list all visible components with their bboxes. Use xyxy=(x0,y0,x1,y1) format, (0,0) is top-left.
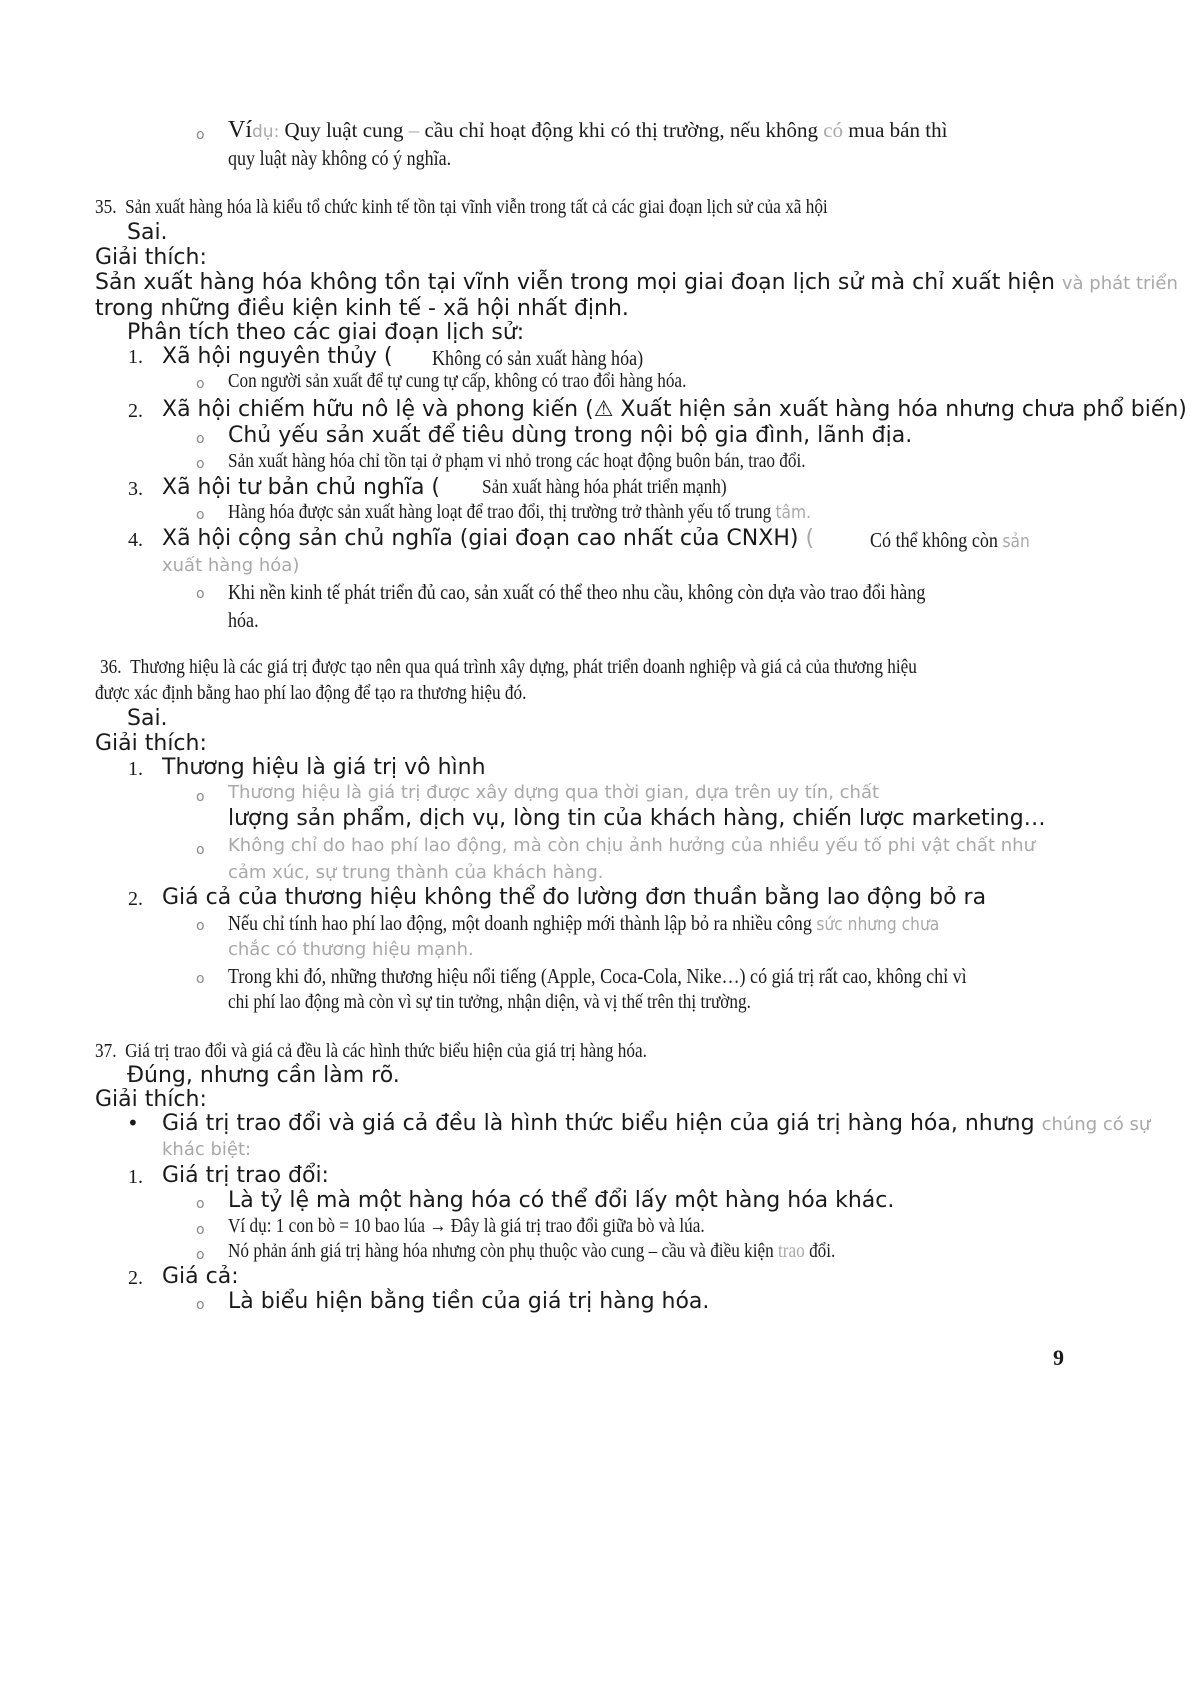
stage-1-bullet-1: Con người sản xuất để tự cung tự cấp, không có trao đổi hàng hóa. xyxy=(228,370,687,392)
stage-4-title: Xã hội cộng sản chủ nghĩa (giai đoạn cao nhất của CNXH) ( xyxy=(162,526,815,551)
stage-3-note: Sản xuất hàng hóa phát triển mạnh) xyxy=(482,476,727,498)
point-37-2-number: 2. xyxy=(128,1267,143,1289)
list-bullet: o xyxy=(196,127,205,143)
point-36-2-bullet-2-cont: chi phí lao động mà còn vì sự tin tưởng, nhận diện, và vị thế trên thị trường. xyxy=(228,991,751,1013)
point-36-2-title: Giá cả của thương hiệu không thể đo lường đơn thuần bằng lao động bỏ ra xyxy=(162,885,987,910)
list-bullet: o xyxy=(196,456,205,472)
stage-2-title: Xã hội chiếm hữu nô lệ và phong kiến (⚠ Xuất hiện sản xuất hàng hóa nhưng chưa phổ biến) xyxy=(162,397,1187,422)
analysis-heading: Phân tích theo các giai đoạn lịch sử: xyxy=(127,320,525,345)
point-36-2-bullet-1-cont: chắc có thương hiệu mạnh. xyxy=(228,939,474,960)
list-bullet: o xyxy=(196,431,205,447)
list-bullet: • xyxy=(127,1111,139,1135)
list-bullet: o xyxy=(196,971,205,987)
stage-2-number: 2. xyxy=(128,400,143,422)
point-37-2-bullet-1: Là biểu hiện bằng tiền của giá trị hàng hóa. xyxy=(228,1289,710,1314)
point-36-1-bullet-2: Không chỉ do hao phí lao động, mà còn chịu ảnh hưởng của nhiều yếu tố phi vật chất như xyxy=(228,835,1035,856)
point-36-1-bullet-2-cont: cảm xúc, sự trung thành của khách hàng. xyxy=(228,862,604,883)
paragraph-35-line-2: trong những điều kiện kinh tế - xã hội nhất định. xyxy=(95,296,629,321)
stage-4-number: 4. xyxy=(128,529,143,551)
list-bullet: o xyxy=(196,1297,205,1313)
list-bullet: o xyxy=(196,507,205,523)
stage-1-title: Xã hội nguyên thủy ( xyxy=(162,344,393,369)
list-bullet: o xyxy=(196,586,205,602)
list-bullet: o xyxy=(196,376,205,392)
point-36-1-title: Thương hiệu là giá trị vô hình xyxy=(162,755,486,780)
point-36-1-bullet-1-cont: lượng sản phẩm, dịch vụ, lòng tin của khách hàng, chiến lược marketing… xyxy=(228,806,1046,831)
point-37-2-title: Giá cả: xyxy=(162,1264,239,1289)
point-37-1-bullet-2: Ví dụ: 1 con bò = 10 bao lúa → Đây là giá trị trao đổi giữa bò và lúa. xyxy=(228,1215,705,1237)
explain-label-37: Giải thích: xyxy=(95,1087,207,1112)
example-line-2: quy luật này không có ý nghĩa. xyxy=(228,146,452,170)
stage-2-bullet-2: Sản xuất hàng hóa chỉ tồn tại ở phạm vi nhỏ trong các hoạt động buôn bán, trao đổi. xyxy=(228,450,806,472)
point-36-2-number: 2. xyxy=(128,888,143,910)
answer-36: Sai. xyxy=(127,706,168,731)
stage-4-title-cont: xuất hàng hóa) xyxy=(162,555,300,576)
example-line-1: Vídụ: Quy luật cung – cầu chỉ hoạt động khi có thị trường, nếu không có mua bán thì xyxy=(228,117,948,143)
point-36-2-bullet-2: Trong khi đó, những thương hiệu nổi tiếng (Apple, Coca-Cola, Nike…) có giá trị rất cao, không chỉ vì xyxy=(228,964,967,988)
question-37: 37. Giá trị trao đổi và giá cả đều là các hình thức biểu hiện của giá trị hàng hóa. xyxy=(95,1040,647,1062)
paragraph-37-line-1: Giá trị trao đổi và giá cả đều là hình thức biểu hiện của giá trị hàng hóa, nhưng chúng có sự xyxy=(162,1111,1151,1136)
explain-label-35: Giải thích: xyxy=(95,245,207,270)
point-36-2-bullet-1: Nếu chỉ tính hao phí lao động, một doanh nghiệp mới thành lập bỏ ra nhiều công sức nhưng chưa xyxy=(228,911,940,935)
stage-4-bullet-1: Khi nền kinh tế phát triển đủ cao, sản xuất có thể theo nhu cầu, không còn dựa vào trao đổi hàng xyxy=(228,580,926,604)
point-37-1-title: Giá trị trao đổi: xyxy=(162,1163,329,1188)
list-bullet: o xyxy=(196,842,205,858)
stage-3-title: Xã hội tư bản chủ nghĩa ( xyxy=(162,475,440,500)
stage-1-number: 1. xyxy=(128,346,143,368)
point-37-1-number: 1. xyxy=(128,1166,143,1188)
answer-35: Sai. xyxy=(127,220,168,245)
stage-4-bullet-1-cont: hóa. xyxy=(228,608,259,632)
point-37-1-bullet-3: Nó phản ánh giá trị hàng hóa nhưng còn phụ thuộc vào cung – cầu và điều kiện trao đổi. xyxy=(228,1240,836,1262)
stage-3-bullet-1: Hàng hóa được sản xuất hàng loạt để trao đổi, thị trường trở thành yếu tố trung tâm. xyxy=(228,501,812,523)
paragraph-37-line-1-cont: khác biệt: xyxy=(162,1139,252,1160)
stage-1-note: Không có sản xuất hàng hóa) xyxy=(432,346,644,370)
paragraph-35-line-1: Sản xuất hàng hóa không tồn tại vĩnh viễn trong mọi giai đoạn lịch sử mà chỉ xuất hiện và phát triển xyxy=(95,270,1178,295)
list-bullet: o xyxy=(196,1196,205,1212)
stage-4-note: Có thể không còn sản xyxy=(870,528,1030,552)
list-bullet: o xyxy=(196,1222,205,1238)
page-number: 9 xyxy=(1053,1345,1064,1370)
question-36-line-2: được xác định bằng hao phí lao động để tạo ra thương hiệu đó. xyxy=(95,682,527,704)
answer-37: Đúng, nhưng cần làm rõ. xyxy=(127,1063,400,1088)
list-bullet: o xyxy=(196,918,205,934)
list-bullet: o xyxy=(196,1247,205,1263)
question-36-line-1: 36. Thương hiệu là các giá trị được tạo nên qua quá trình xây dựng, phát triển doanh nghiệp và giá cả của thương hiệu xyxy=(100,656,917,678)
stage-3-number: 3. xyxy=(128,478,143,500)
point-36-1-bullet-1: Thương hiệu là giá trị được xây dựng qua thời gian, dựa trên uy tín, chất xyxy=(228,782,880,803)
point-36-1-number: 1. xyxy=(128,758,143,780)
question-35: 35. Sản xuất hàng hóa là kiểu tổ chức kinh tế tồn tại vĩnh viễn trong tất cả các giai đoạn lịch sử của xã hội xyxy=(95,196,828,218)
point-37-1-bullet-1: Là tỷ lệ mà một hàng hóa có thể đổi lấy một hàng hóa khác. xyxy=(228,1188,895,1213)
list-bullet: o xyxy=(196,789,205,805)
stage-2-bullet-1: Chủ yếu sản xuất để tiêu dùng trong nội bộ gia đình, lãnh địa. xyxy=(228,423,913,448)
explain-label-36: Giải thích: xyxy=(95,731,207,756)
